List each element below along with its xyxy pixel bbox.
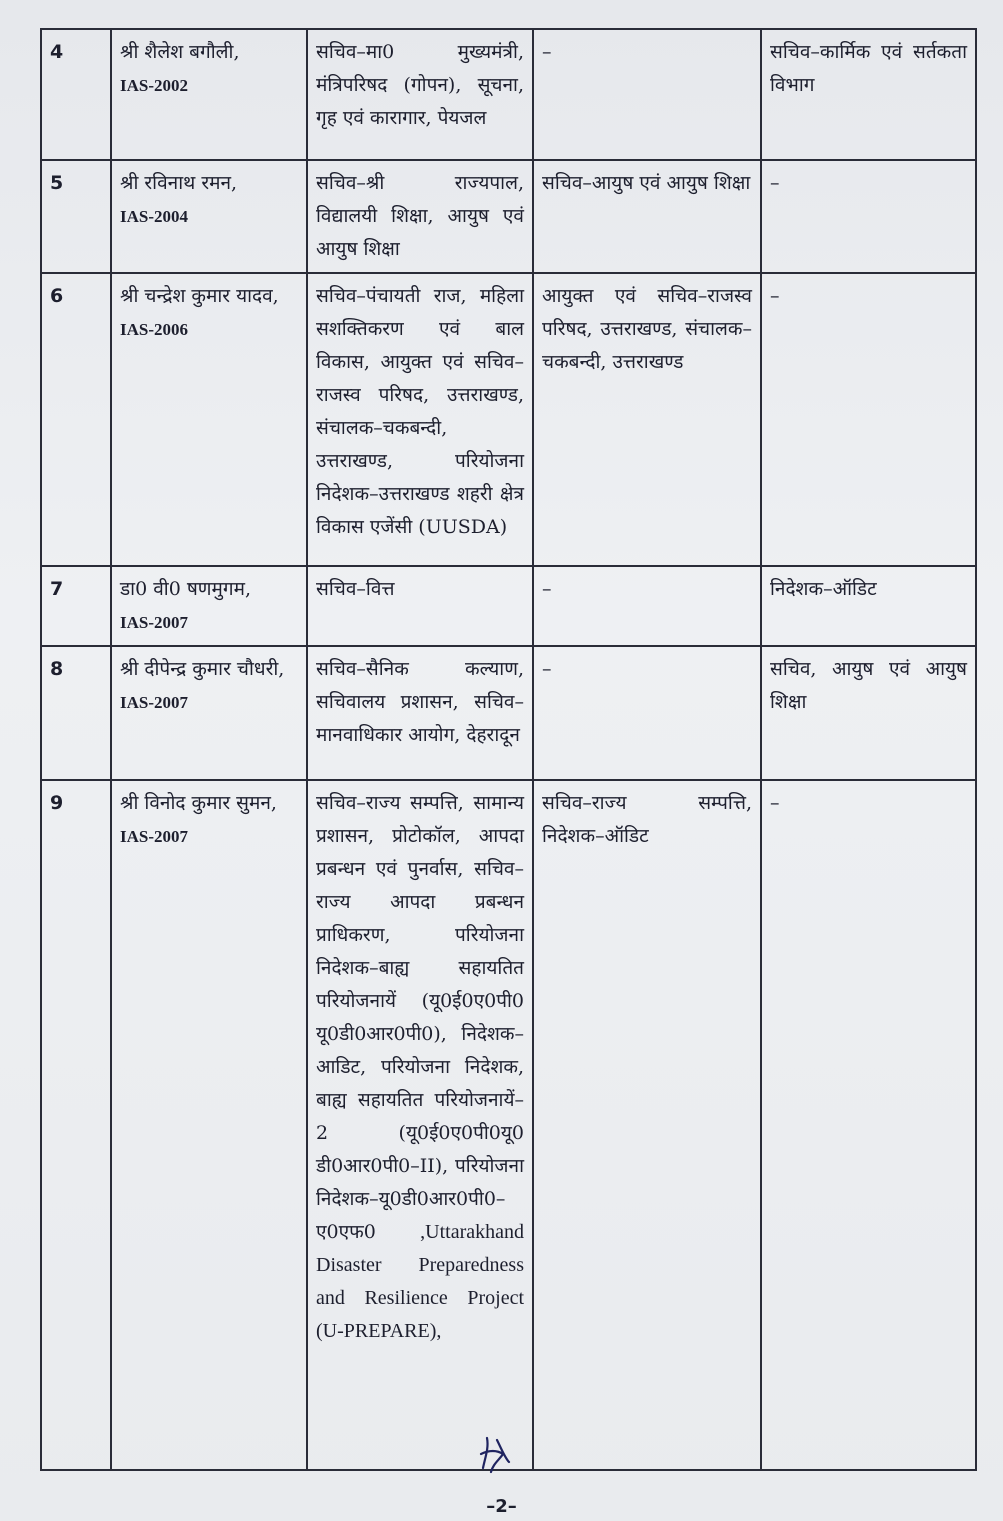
officer-name: श्री शैलेश बगौली, <box>120 41 240 63</box>
current-posting-english: ,Uttarakhand Disaster Preparedness and Resilience Project (U-PREPARE), <box>316 1221 524 1342</box>
new-posting: – <box>761 273 976 566</box>
officer-name: श्री दीपेन्द्र कुमार चौधरी, <box>120 658 285 680</box>
table-row <box>41 646 976 780</box>
serial-number: 9 <box>41 780 111 1470</box>
officer-name-cell <box>111 780 307 1470</box>
serial-number: 4 <box>41 29 111 160</box>
officer-name-cell <box>111 29 307 160</box>
new-posting: सचिव, आयुष एवं आयुष शिक्षा <box>761 646 976 780</box>
table-row <box>41 566 976 646</box>
officer-batch: IAS-2004 <box>120 207 189 226</box>
table-row <box>41 160 976 273</box>
officer-name-cell <box>111 160 307 273</box>
table-row <box>41 273 976 566</box>
removed-posting: सचिव–आयुष एवं आयुष शिक्षा <box>533 160 761 273</box>
current-posting: सचिव–राज्य सम्पत्ति, सामान्य प्रशासन, प्रोटोकॉल, आपदा प्रबन्धन एवं पुनर्वास, सचिव–राज्य आपदा प्रबन्धन प्राधिकरण, परियोजना निदेशक–बाह्य सहायतित परियोजनायें (यू0ई0ए0पी0 यू0डी0आर0पी0), निदेशक–आडिट, परियोजना निदेशक, बाह्य सहायतित परियोजनायें–2 (यू0ई0ए0पी0यू0 डी0आर0पी0–II), परियोजना निदेशक–यू0डी0आर0पी0–ए0एफ0 <box>316 792 524 1243</box>
removed-posting: – <box>533 29 761 160</box>
current-posting: सचिव–पंचायती राज, महिला सशक्तिकरण एवं बाल विकास, आयुक्त एवं सचिव–राजस्व परिषद, उत्तराखण्ड, संचालक–चकबन्दी, उत्तराखण्ड, परियोजना निदेशक–उत्तराखण्ड शहरी क्षेत्र विकास एजेंसी (UUSDA) <box>307 273 533 566</box>
serial-number: 5 <box>41 160 111 273</box>
officer-name: डा0 वी0 षणमुगम, <box>120 578 252 600</box>
officer-batch: IAS-2006 <box>120 320 189 339</box>
officer-name: श्री विनोद कुमार सुमन, <box>120 792 277 814</box>
current-posting: सचिव–श्री राज्यपाल, विद्यालयी शिक्षा, आयुष एवं आयुष शिक्षा <box>307 160 533 273</box>
table-row <box>41 780 976 1470</box>
page-number: –2– <box>486 1496 517 1517</box>
new-posting: निदेशक–ऑडिट <box>761 566 976 646</box>
new-posting: सचिव–कार्मिक एवं सर्तकता विभाग <box>761 29 976 160</box>
removed-posting: – <box>533 566 761 646</box>
officer-name: श्री रविनाथ रमन, <box>120 172 238 194</box>
current-posting: सचिव–मा0 मुख्यमंत्री, मंत्रिपरिषद (गोपन), सूचना, गृह एवं कारागार, पेयजल <box>307 29 533 160</box>
new-posting: – <box>761 160 976 273</box>
initials-signature <box>475 1432 515 1476</box>
serial-number: 7 <box>41 566 111 646</box>
officer-name-cell <box>111 566 307 646</box>
officer-assignment-table <box>40 28 977 1471</box>
removed-posting: सचिव–राज्य सम्पत्ति, निदेशक–ऑडिट <box>533 780 761 1470</box>
officer-batch: IAS-2002 <box>120 76 189 95</box>
current-posting: सचिव–वित्त <box>307 566 533 646</box>
officer-name-cell <box>111 273 307 566</box>
new-posting: – <box>761 780 976 1470</box>
officer-batch: IAS-2007 <box>120 693 189 712</box>
serial-number: 8 <box>41 646 111 780</box>
serial-number: 6 <box>41 273 111 566</box>
officer-batch: IAS-2007 <box>120 613 189 632</box>
table-row <box>41 29 976 160</box>
removed-posting: – <box>533 646 761 780</box>
officer-name: श्री चन्द्रेश कुमार यादव, <box>120 285 279 307</box>
officer-name-cell <box>111 646 307 780</box>
current-posting-cell <box>307 780 533 1470</box>
officer-batch: IAS-2007 <box>120 827 189 846</box>
removed-posting: आयुक्त एवं सचिव–राजस्व परिषद, उत्तराखण्ड, संचालक–चकबन्दी, उत्तराखण्ड <box>533 273 761 566</box>
current-posting: सचिव–सैनिक कल्याण, सचिवालय प्रशासन, सचिव–मानवाधिकार आयोग, देहरादून <box>307 646 533 780</box>
